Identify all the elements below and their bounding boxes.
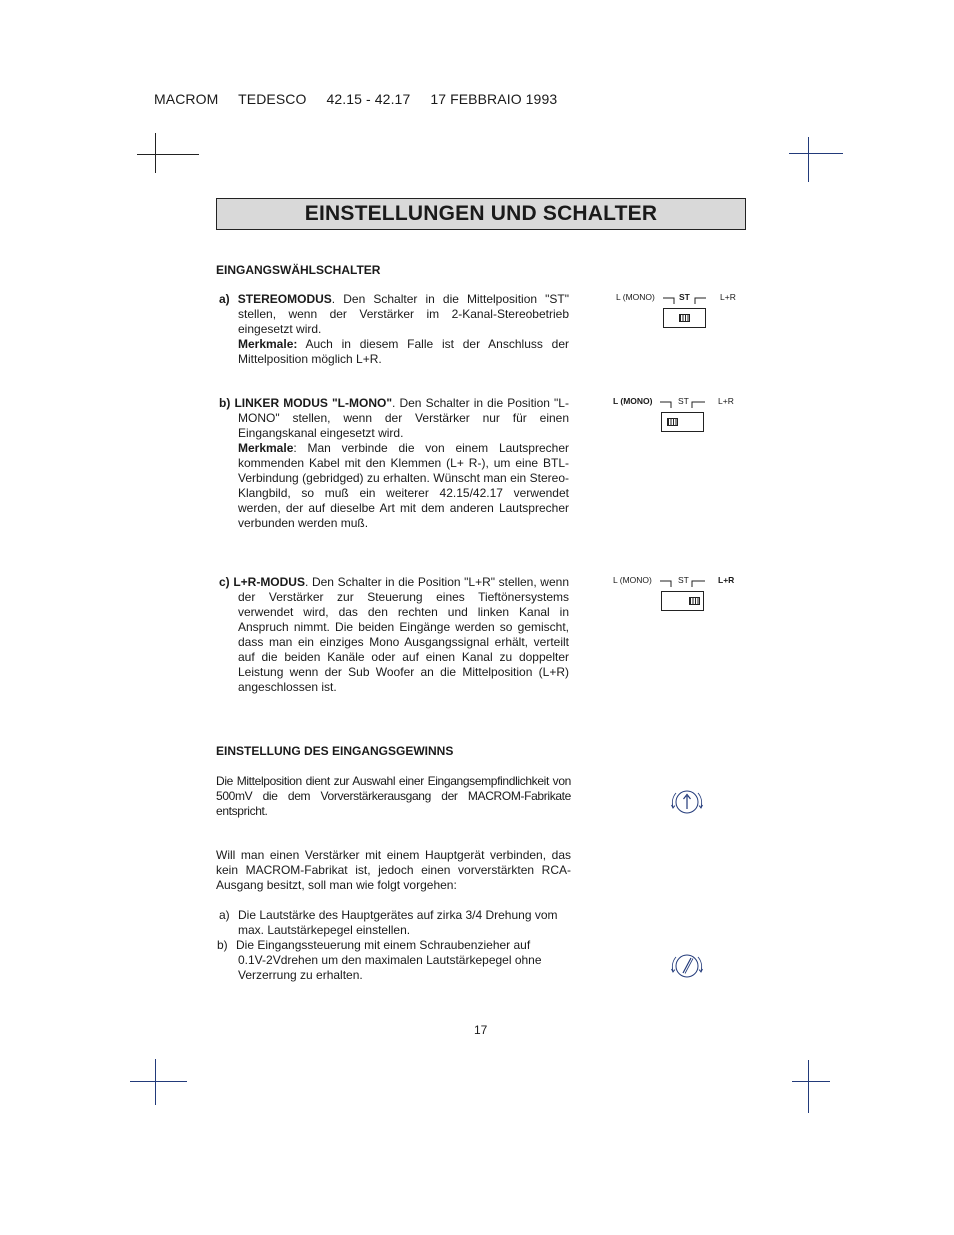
switch-label-mid: ST bbox=[678, 396, 689, 406]
input-gain-steps bbox=[219, 908, 574, 983]
step-line: Die Lautstärke des Hauptgerätes auf zirka 3/4 Drehung vom bbox=[238, 908, 558, 922]
header-models: 42.15 - 42.17 bbox=[326, 91, 411, 107]
switch-diagram-l-mono bbox=[612, 396, 742, 441]
input-gain-paragraph-1: Die Mittelposition dient zur Auswahl einer Eingangsempfindlichkeit von 500mV die dem Vorverstärkerausgang der MACROM-Fabrikate entspricht. bbox=[216, 774, 571, 818]
step-line: 0.1V-2Vdrehen um den maximalen Lautstärkepegel ohne bbox=[238, 953, 542, 967]
note-text: : Man verbinde die von einem Lautsprecher kommenden Kabel mit den Klemmen (L+ R-), um eine BTL-Verbindung (gebridged) zu erhalten. Wünscht man ein Stereo-Klangbild, so muß ein weiterer 42.15/42.17 verwendet werden, der auf dieselbe Art mit dem anderen Lautsprecher verbunden werden muß. bbox=[238, 441, 569, 530]
item-name: STEREOMODUS bbox=[237, 292, 332, 306]
switch-label-left: L (MONO) bbox=[616, 292, 655, 302]
page-number: 17 bbox=[474, 1023, 488, 1037]
switch-label-right: L+R bbox=[720, 292, 736, 302]
item-text: . Den Schalter in die Position "L-MONO" stellen, wenn der Verstärker nur für einen Eingangskanal eingesetzt wird. bbox=[238, 396, 569, 440]
switch-knob bbox=[679, 314, 690, 322]
item-letter: b) bbox=[219, 396, 231, 410]
input-selector-heading: EINGANGSWÄHLSCHALTER bbox=[216, 263, 381, 277]
switch-body bbox=[661, 591, 704, 611]
page-header bbox=[154, 91, 573, 107]
switch-label-mid: ST bbox=[678, 575, 689, 585]
stereo-mode-item bbox=[219, 292, 569, 367]
switch-diagram-st bbox=[612, 292, 742, 337]
switch-label-right: L+R bbox=[718, 396, 734, 406]
item-text: . Den Schalter in die Position "L+R" stellen, wenn der Verstärker zur Steuerung eines Tieftönersystems verwendet wird, das den rechten und linken Kanal in Anspruch nimmt. Die beiden Eingänge werden so gemischt, dass man ein einziges Mono Ausgangssignal erhält, verteilt auf die beiden Kanäle oder auf einen Kanal zu doppelter Leistung wenn der Sub Woofer an die Mittelposition (L+R) angeschlossen ist. bbox=[238, 575, 569, 694]
switch-knob bbox=[667, 418, 678, 426]
step-line: max. Lautstärkepegel einstellen. bbox=[238, 923, 411, 937]
note-label: Merkmale bbox=[238, 441, 294, 455]
switch-body bbox=[661, 412, 704, 432]
header-brand: MACROM bbox=[154, 91, 219, 107]
header-language: TEDESCO bbox=[238, 91, 307, 107]
switch-diagram-l-plus-r bbox=[612, 575, 742, 620]
step-letter: b) bbox=[217, 938, 228, 952]
section-title: EINSTELLUNGEN UND SCHALTER bbox=[216, 198, 746, 230]
gain-knob-adjust-icon bbox=[668, 949, 706, 983]
switch-label-left: L (MONO) bbox=[613, 396, 653, 406]
switch-label-left: L (MONO) bbox=[613, 575, 652, 585]
left-mono-mode-item bbox=[219, 396, 569, 531]
item-text: . Den Schalter in die Mittelposition "ST" stellen, wenn der Verstärker im 2-Kanal-Stereobetrieb eingesetzt wird. bbox=[238, 292, 569, 336]
step-line: Die Eingangssteuerung mit einem Schraubenzieher auf bbox=[236, 938, 531, 952]
header-date: 17 FEBBRAIO 1993 bbox=[430, 91, 558, 107]
l-plus-r-mode-item bbox=[219, 575, 569, 695]
switch-body bbox=[663, 308, 706, 328]
note-label: Merkmale: bbox=[238, 337, 298, 351]
step-a bbox=[219, 908, 574, 938]
step-letter: a) bbox=[219, 908, 230, 922]
input-gain-heading: EINSTELLUNG DES EINGANGSGEWINNS bbox=[216, 744, 454, 758]
switch-knob bbox=[689, 597, 700, 605]
item-name: LINKER MODUS "L-MONO" bbox=[234, 396, 393, 410]
item-name: L+R-MODUS bbox=[233, 575, 305, 589]
note-text: Auch in diesem Falle ist der Anschluss der Mittelposition möglich L+R. bbox=[238, 337, 569, 366]
item-letter: c) bbox=[219, 575, 230, 589]
gain-knob-mid-icon bbox=[668, 785, 706, 819]
input-gain-paragraph-2: Will man einen Verstärker mit einem Hauptgerät verbinden, das kein MACROM-Fabrikat ist, jedoch einen vorverstärkten RCA-Ausgang besitzt, soll man wie folgt vorgehen: bbox=[216, 848, 571, 892]
item-letter: a) bbox=[219, 292, 230, 306]
switch-label-right: L+R bbox=[718, 575, 735, 585]
step-line: Verzerrung zu erhalten. bbox=[238, 968, 363, 982]
switch-label-mid: ST bbox=[679, 292, 690, 302]
step-b bbox=[219, 938, 574, 983]
